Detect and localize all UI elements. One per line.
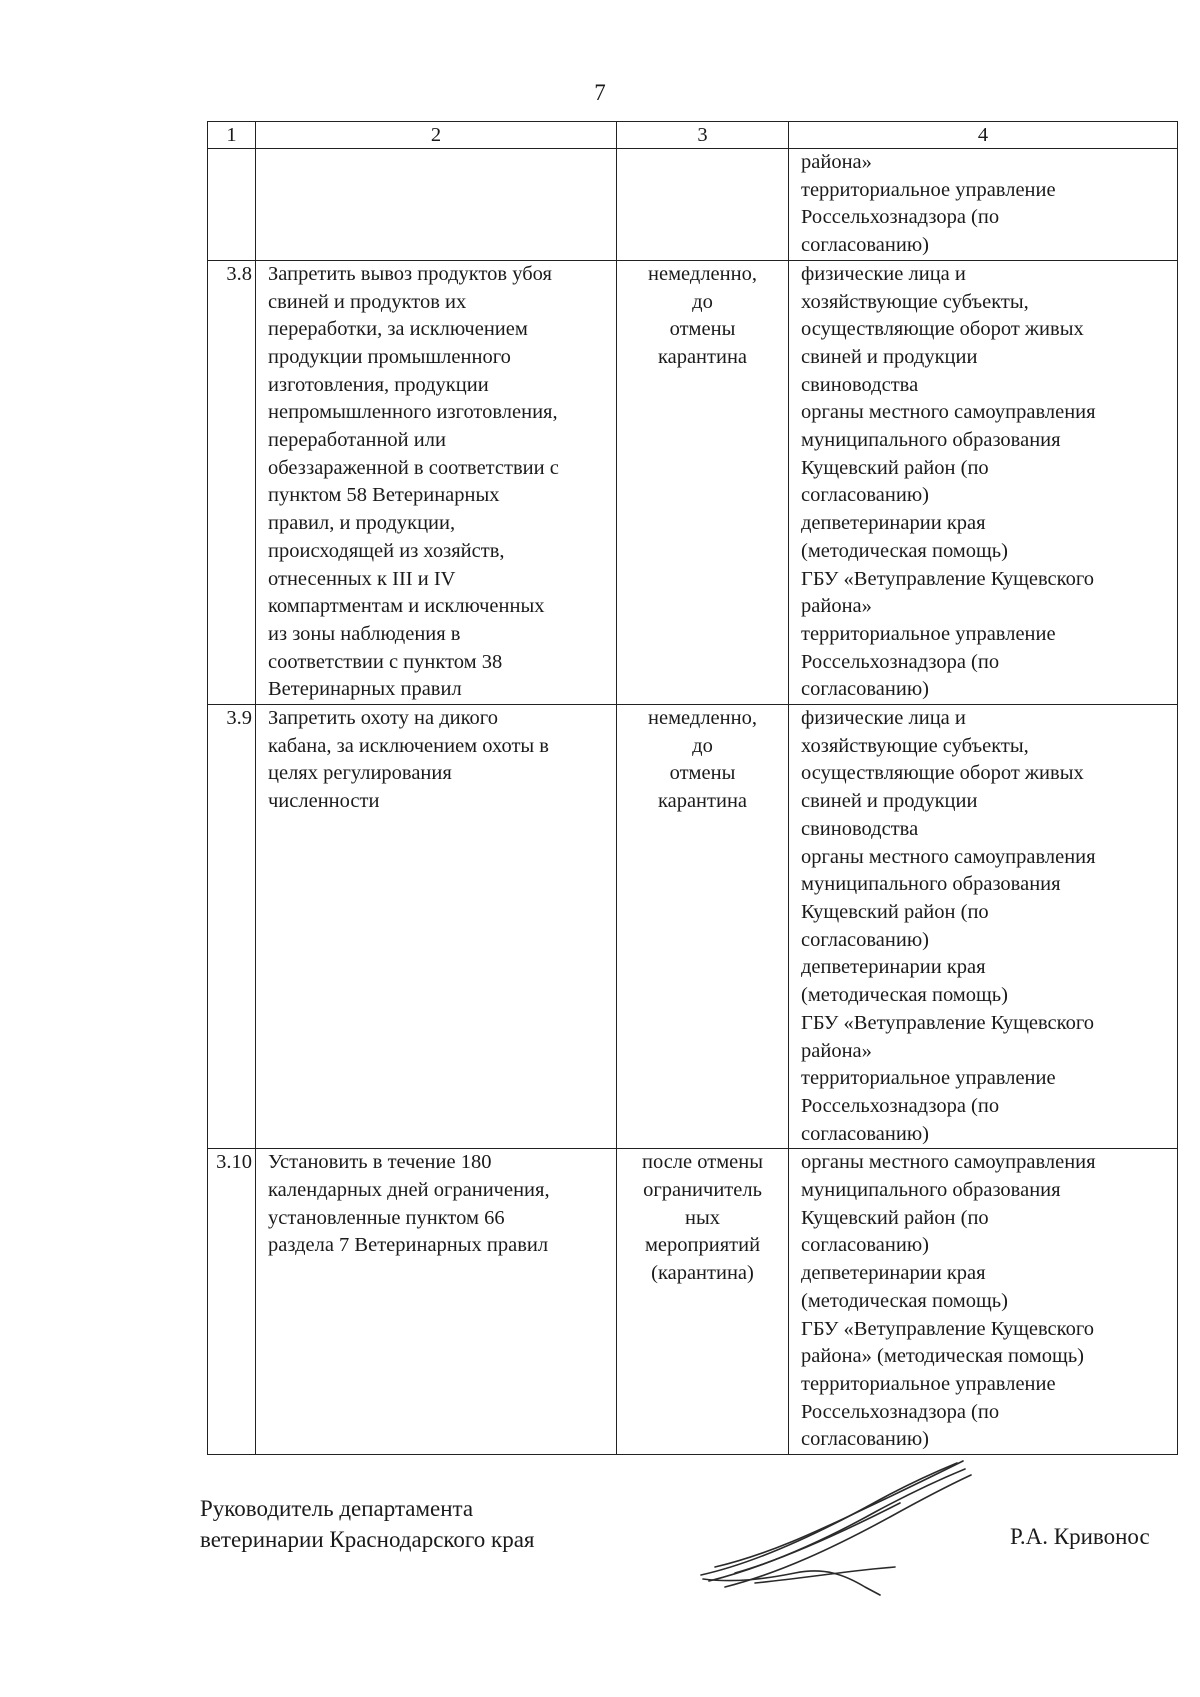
cell-text-line: Кущевский район (по <box>801 1206 989 1229</box>
cell-text-line: переработки, за исключением <box>268 318 528 341</box>
action-cell <box>256 260 617 704</box>
cell-text-line: (методическая помощь) <box>801 1289 1008 1312</box>
cell-text-line: хозяйствующие субъекты, <box>801 734 1029 757</box>
cell-text-line: согласованию) <box>801 678 929 701</box>
cell-text-line: муниципального образования <box>801 1179 1061 1202</box>
position-line: Руководитель департамента <box>200 1496 474 1521</box>
row-number <box>208 149 256 261</box>
cell-text-line: физические лица и <box>801 707 966 730</box>
cell-text-line: района» <box>801 1039 872 1062</box>
cell-text-line: отнесенных к III и IV <box>268 567 456 590</box>
cell-text-line: Россельхознадзора (по <box>801 1400 1000 1423</box>
term-cell <box>617 705 789 1149</box>
cell-text-line: района» (методическая помощь) <box>801 1345 1084 1368</box>
responsible-cell <box>789 705 1178 1149</box>
cell-text-line: депветеринарии края <box>801 512 986 535</box>
cell-text-line: численности <box>268 790 380 813</box>
cell-text-line: пунктом 58 Ветеринарных <box>268 484 500 507</box>
cell-text-line: Ветеринарных правил <box>268 678 462 701</box>
cell-text-line: ограничитель <box>643 1179 762 1202</box>
table-row <box>208 705 1178 1149</box>
cell-text-line: (методическая помощь) <box>801 984 1008 1007</box>
table-row <box>208 1149 1178 1455</box>
cell-text-line: (методическая помощь) <box>801 539 1008 562</box>
cell-text-line: ГБУ «Ветуправление Кущевского <box>801 567 1094 590</box>
table-row <box>208 149 1178 261</box>
cell-text-line: ГБУ «Ветуправление Кущевского <box>801 1011 1094 1034</box>
cell-text-line: целях регулирования <box>268 762 452 785</box>
cell-text-line: согласованию) <box>801 484 929 507</box>
cell-text-line: Кущевский район (по <box>801 456 989 479</box>
cell-text-line: свиноводства <box>801 373 919 396</box>
cell-text-line: Запретить вывоз продуктов убоя <box>268 262 552 285</box>
cell-text-line: муниципального образования <box>801 429 1061 452</box>
cell-text-line: согласованию) <box>801 928 929 951</box>
cell-text-line: Запретить охоту на дикого <box>268 707 498 730</box>
cell-text-line: немедленно, <box>648 262 757 285</box>
action-cell <box>256 705 617 1149</box>
term-cell <box>617 149 789 261</box>
page-number: 7 <box>594 80 606 105</box>
cell-text-line: органы местного самоуправления <box>801 401 1096 424</box>
cell-text-line: физические лица и <box>801 262 966 285</box>
cell-text-line: свиней и продукции <box>801 790 978 813</box>
handwritten-signature <box>695 1455 985 1605</box>
signature-block <box>200 1493 535 1555</box>
cell-text-line: после отмены <box>641 1151 764 1174</box>
cell-text-line: органы местного самоуправления <box>801 1151 1096 1174</box>
row-number: 3.9 <box>208 705 256 1149</box>
cell-text-line: правил, и продукции, <box>268 512 456 535</box>
cell-text-line: соответствии с пунктом 38 <box>268 650 503 673</box>
cell-text-line: изготовления, продукции <box>268 373 489 396</box>
cell-text-line: карантина <box>657 790 748 813</box>
cell-text-line: согласованию) <box>801 1428 929 1451</box>
cell-text-line: территориальное управление <box>801 622 1056 645</box>
cell-text-line: мероприятий <box>644 1234 761 1257</box>
cell-text-line: муниципального образования <box>801 873 1061 896</box>
cell-text-line: согласованию) <box>801 1122 929 1145</box>
cell-text-line: Россельхознадзора (по <box>801 206 1000 229</box>
cell-text-line: Кущевский район (по <box>801 900 989 923</box>
header-cell-1: 1 <box>208 122 256 149</box>
responsible-cell <box>789 149 1178 261</box>
cell-text-line: органы местного самоуправления <box>801 845 1096 868</box>
term-cell <box>617 260 789 704</box>
header-cell-3: 3 <box>617 122 789 149</box>
cell-text-line: раздела 7 Ветеринарных правил <box>268 1234 549 1257</box>
row-number: 3.8 <box>208 260 256 704</box>
cell-text-line: Россельхознадзора (по <box>801 650 1000 673</box>
cell-text-line: территориальное управление <box>801 178 1056 201</box>
cell-text-line: осуществляющие оборот живых <box>801 762 1084 785</box>
cell-text-line: карантина <box>657 345 748 368</box>
cell-text-line: свиней и продуктов их <box>268 290 467 313</box>
cell-text-line: осуществляющие оборот живых <box>801 318 1084 341</box>
cell-text-line: непромышленного изготовления, <box>268 401 558 424</box>
signer-name: Р.А. Кривонос <box>1010 1524 1150 1549</box>
cell-text-line: территориальное управление <box>801 1372 1056 1395</box>
cell-text-line: Россельхознадзора (по <box>801 1094 1000 1117</box>
table-row <box>208 260 1178 704</box>
cell-text-line: территориальное управление <box>801 1067 1056 1090</box>
cell-text-line: кабана, за исключением охоты в <box>268 734 549 757</box>
cell-text-line: из зоны наблюдения в <box>268 622 461 645</box>
cell-text-line: района» <box>801 595 872 618</box>
measures-table <box>207 121 1178 1455</box>
cell-text-line: ных <box>685 1206 720 1229</box>
row-number: 3.10 <box>208 1149 256 1455</box>
cell-text-line: депветеринарии края <box>801 956 986 979</box>
cell-text-line: ГБУ «Ветуправление Кущевского <box>801 1317 1094 1340</box>
cell-text-line: происходящей из хозяйств, <box>268 539 505 562</box>
cell-text-line: обеззараженной в соответствии с <box>268 456 559 479</box>
cell-text-line: хозяйствующие субъекты, <box>801 290 1029 313</box>
responsible-cell <box>789 260 1178 704</box>
cell-text-line: до <box>692 290 713 313</box>
responsible-cell <box>789 1149 1178 1455</box>
position-line: ветеринарии Краснодарского края <box>200 1527 535 1552</box>
cell-text-line: согласованию) <box>801 234 929 257</box>
cell-text-line: района» <box>801 151 872 173</box>
cell-text-line: переработанной или <box>268 429 446 452</box>
cell-text-line: отмены <box>669 762 736 785</box>
term-cell <box>617 1149 789 1455</box>
cell-text-line: продукции промышленного <box>268 345 511 368</box>
header-cell-4: 4 <box>789 122 1178 149</box>
cell-text-line: до <box>692 734 713 757</box>
cell-text-line: Установить в течение 180 <box>268 1151 492 1174</box>
action-cell <box>256 149 617 261</box>
cell-text-line: свиноводства <box>801 817 919 840</box>
cell-text-line: установленные пунктом 66 <box>268 1206 505 1229</box>
header-cell-2: 2 <box>256 122 617 149</box>
cell-text-line: свиней и продукции <box>801 345 978 368</box>
cell-text-line: немедленно, <box>648 707 757 730</box>
cell-text-line: календарных дней ограничения, <box>268 1179 550 1202</box>
cell-text-line: компартментам и исключенных <box>268 595 545 618</box>
table-header-row <box>208 122 1178 149</box>
cell-text-line: отмены <box>669 318 736 341</box>
cell-text-line: депветеринарии края <box>801 1262 986 1285</box>
cell-text-line: (карантина) <box>651 1262 754 1285</box>
action-cell <box>256 1149 617 1455</box>
cell-text-line: согласованию) <box>801 1234 929 1257</box>
